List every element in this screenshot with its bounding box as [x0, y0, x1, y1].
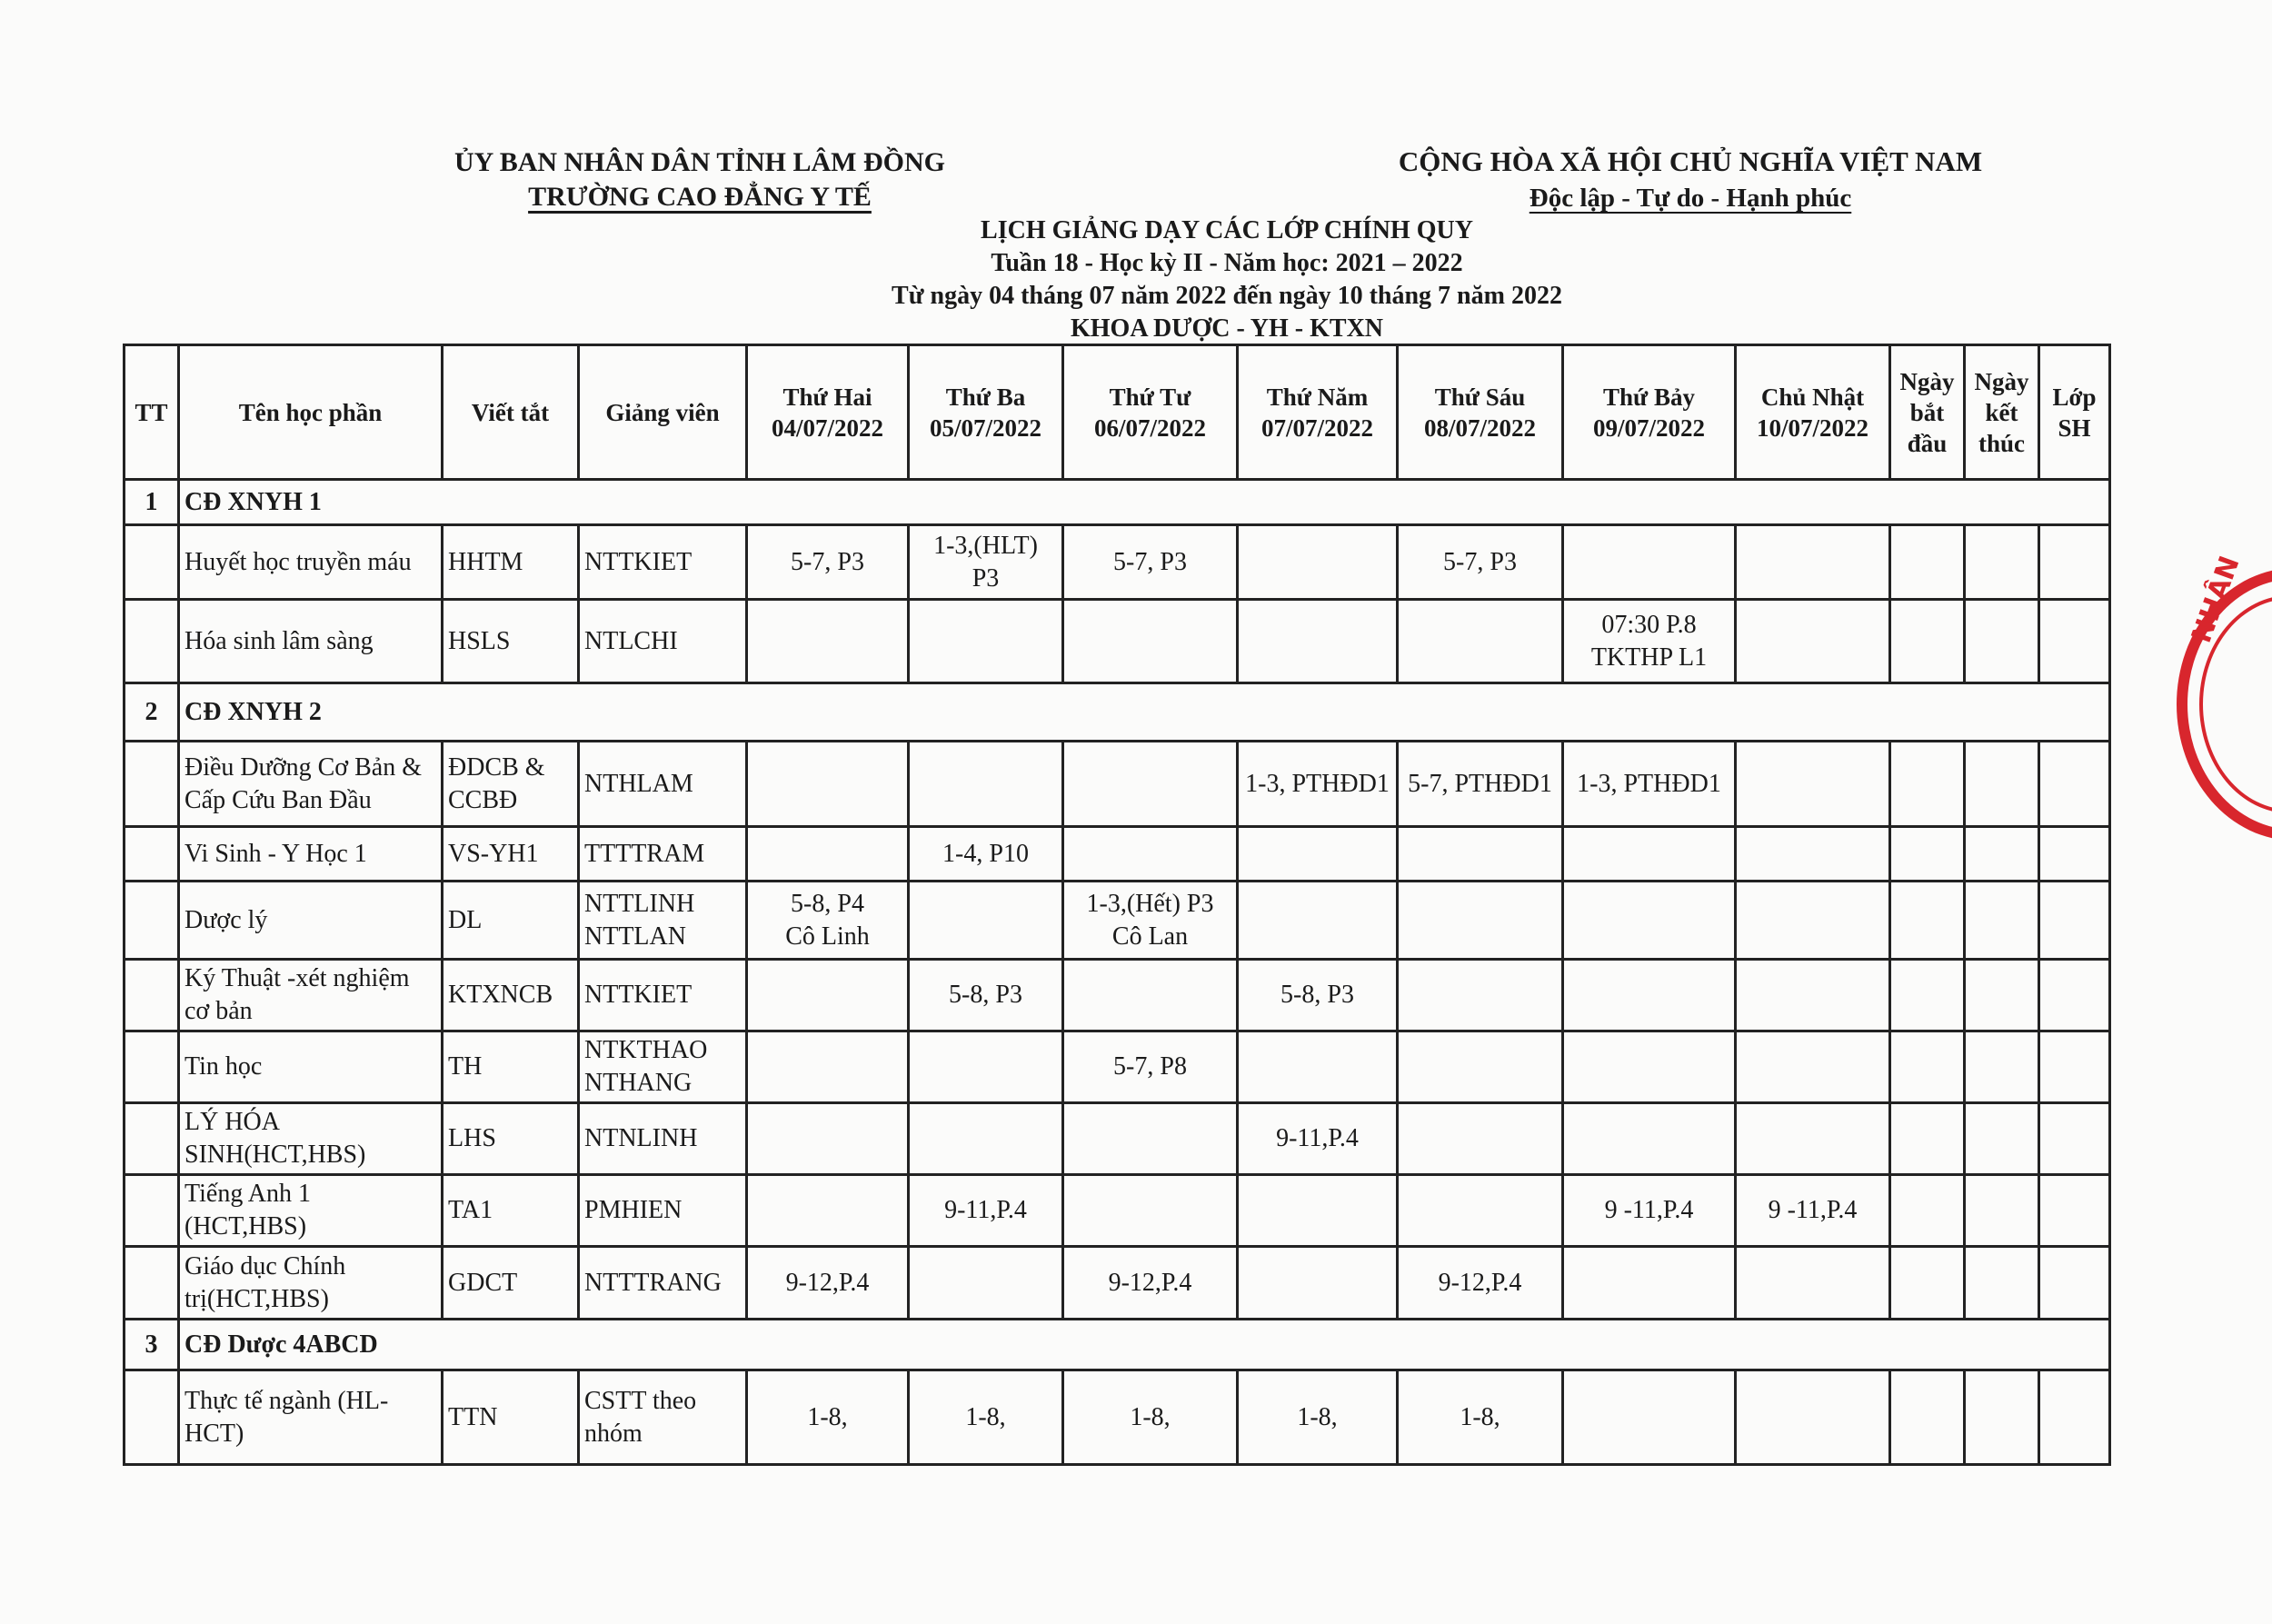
- header-date-label: 05/07/2022: [929, 413, 1041, 442]
- schedule-cell-wed: [1063, 882, 1238, 960]
- header-day-label: Thứ Ba: [945, 383, 1026, 411]
- schedule-cell-wed-line: 9-12,P.4: [1108, 1268, 1192, 1297]
- schedule-cell-fri-line: 1-8,: [1460, 1402, 1500, 1431]
- table-row: [125, 1370, 2110, 1465]
- schedule-cell-wed-line: 1-8,: [1130, 1402, 1171, 1431]
- schedule-cell-mon-line: 5-8, P4: [791, 889, 864, 918]
- schedule-cell-tue: [909, 742, 1063, 827]
- schedule-cell-thu-line: 9-11,P.4: [1276, 1124, 1359, 1152]
- schedule-cell-fri-line: 5-7, P3: [1443, 547, 1517, 576]
- schedule-cell-tue-line: 9-11,P.4: [944, 1196, 1027, 1224]
- header-day-label: Thứ Sáu: [1434, 383, 1526, 411]
- row-number-cell: [125, 1103, 179, 1175]
- start-date-cell: [1890, 742, 1965, 827]
- table-row: [125, 1175, 2110, 1247]
- schedule-cell-tue: [909, 1175, 1063, 1247]
- official-seal-text: NHÂN: [2186, 552, 2247, 647]
- schedule-cell-mon: [747, 1103, 909, 1175]
- header-word: thúc: [1978, 429, 2025, 457]
- schedule-cell-sat: [1563, 1031, 1736, 1103]
- schedule-cell-mon: [747, 1031, 909, 1103]
- abbr-cell: [443, 827, 579, 882]
- abbr-cell: [443, 1031, 579, 1103]
- schedule-cell-sat: [1563, 1103, 1736, 1175]
- schedule-cell-sun: [1736, 827, 1890, 882]
- lecturer-cell-line: NTTTRANG: [584, 1268, 722, 1297]
- lecturer-cell-line: NTTKIET: [584, 547, 693, 576]
- schedule-cell-thu-line: 5-8, P3: [1280, 981, 1354, 1009]
- row-number-cell: [125, 525, 179, 600]
- header-date-label: 09/07/2022: [1592, 413, 1705, 442]
- schedule-cell-tue-line: 5-8, P3: [949, 981, 1022, 1009]
- homeroom-cell: [2039, 1370, 2110, 1465]
- schedule-cell-tue-line: 1-4, P10: [942, 839, 1029, 868]
- header-end-date: [1965, 345, 2039, 480]
- schedule-cell-sun: [1736, 1103, 1890, 1175]
- abbr-cell-line: VS-YH1: [448, 839, 539, 868]
- subject-cell-line: HCT): [184, 1419, 244, 1448]
- subject-cell-line: (HCT,HBS): [184, 1212, 307, 1240]
- header-day-label: Chủ Nhật: [1760, 383, 1865, 411]
- abbr-cell: [443, 742, 579, 827]
- schedule-cell-thu: [1238, 1031, 1398, 1103]
- lecturer-cell-line: NTTLINH: [584, 889, 695, 918]
- lecturer-cell-line: PMHIEN: [584, 1196, 683, 1224]
- schedule-cell-sat-line: 07:30 P.8: [1601, 610, 1697, 639]
- start-date-cell: [1890, 525, 1965, 600]
- schedule-cell-sat: [1563, 742, 1736, 827]
- subject-cell: [179, 1370, 443, 1465]
- document-subtitle-faculty: KHOA DƯỢC - YH - KTXN: [1070, 314, 1384, 343]
- schedule-cell-sun: [1736, 1370, 1890, 1465]
- schedule-cell-wed: [1063, 1370, 1238, 1465]
- homeroom-cell: [2039, 960, 2110, 1031]
- header-date-label: 07/07/2022: [1261, 413, 1373, 442]
- homeroom-cell: [2039, 827, 2110, 882]
- abbr-cell-line: TH: [448, 1052, 483, 1081]
- row-number-cell: [125, 1175, 179, 1247]
- abbr-cell: [443, 1370, 579, 1465]
- header-wednesday: [1063, 345, 1238, 480]
- table-row: [125, 960, 2110, 1031]
- abbr-cell: [443, 600, 579, 683]
- schedule-cell-fri: [1398, 742, 1563, 827]
- table-row: [125, 882, 2110, 960]
- schedule-cell-wed-line: 5-7, P8: [1113, 1052, 1187, 1081]
- document-subtitle-dates: Từ ngày 04 tháng 07 năm 2022 đến ngày 10 tháng 7 năm 2022: [892, 282, 1562, 310]
- schedule-cell-sat-line: 1-3, PTHĐD1: [1577, 769, 1721, 798]
- issuer-block: [382, 145, 1018, 214]
- group-row: [125, 1320, 2110, 1370]
- schedule-cell-tue: [909, 960, 1063, 1031]
- end-date-cell: [1965, 600, 2039, 683]
- schedule-cell-fri: [1398, 882, 1563, 960]
- start-date-cell: [1890, 1103, 1965, 1175]
- header-word: Ngày: [1899, 367, 1955, 395]
- subject-cell-line: Dược lý: [184, 905, 268, 934]
- schedule-cell-thu: [1238, 600, 1398, 683]
- lecturer-cell-line: NTKTHAO: [584, 1036, 708, 1064]
- schedule-cell-fri-line: 9-12,P.4: [1438, 1268, 1522, 1297]
- abbr-cell: [443, 960, 579, 1031]
- homeroom-cell: [2039, 525, 2110, 600]
- lecturer-cell-line: NTHLAM: [584, 769, 693, 798]
- schedule-cell-wed: [1063, 960, 1238, 1031]
- schedule-cell-mon-line: 5-7, P3: [791, 547, 864, 576]
- subject-cell-line: Hóa sinh lâm sàng: [184, 626, 374, 655]
- header-friday: [1398, 345, 1563, 480]
- schedule-cell-wed-line: 1-3,(Hết) P3: [1086, 889, 1214, 918]
- group-number: 1: [125, 480, 179, 525]
- group-name: CĐ XNYH 1: [179, 480, 2110, 525]
- schedule-cell-mon: [747, 742, 909, 827]
- header-date-label: 06/07/2022: [1093, 413, 1206, 442]
- end-date-cell: [1965, 1247, 2039, 1320]
- header-start-date: [1890, 345, 1965, 480]
- schedule-cell-thu-line: 1-8,: [1297, 1402, 1338, 1431]
- header-date-label: 04/07/2022: [771, 413, 883, 442]
- schedule-cell-mon: [747, 882, 909, 960]
- schedule-cell-sun: [1736, 742, 1890, 827]
- schedule-cell-thu: [1238, 1175, 1398, 1247]
- group-number: 3: [125, 1320, 179, 1370]
- homeroom-cell: [2039, 1031, 2110, 1103]
- schedule-cell-sun-line: 9 -11,P.4: [1768, 1196, 1858, 1224]
- header-word: Ngày: [1974, 367, 2029, 395]
- header-saturday: [1563, 345, 1736, 480]
- subject-cell-line: trị(HCT,HBS): [184, 1284, 329, 1313]
- subject-cell: [179, 1031, 443, 1103]
- row-number-cell: [125, 882, 179, 960]
- start-date-cell: [1890, 1370, 1965, 1465]
- abbr-cell-line: GDCT: [448, 1268, 518, 1297]
- schedule-cell-mon-line: 9-12,P.4: [785, 1268, 870, 1297]
- schedule-cell-sat: [1563, 882, 1736, 960]
- header-day-label: Thứ Năm: [1266, 383, 1369, 411]
- table-row: [125, 742, 2110, 827]
- header-word: kết: [1985, 398, 2018, 426]
- subject-cell: [179, 960, 443, 1031]
- schedule-cell-sun: [1736, 1031, 1890, 1103]
- abbr-cell-line: CCBĐ: [448, 785, 518, 814]
- schedule-cell-tue: [909, 525, 1063, 600]
- header-word: bắt: [1909, 398, 1945, 426]
- header-tt: TT: [125, 345, 179, 480]
- homeroom-cell: [2039, 1103, 2110, 1175]
- homeroom-cell: [2039, 742, 2110, 827]
- schedule-cell-tue: [909, 827, 1063, 882]
- end-date-cell: [1965, 827, 2039, 882]
- schedule-cell-tue: [909, 882, 1063, 960]
- lecturer-cell: [579, 1031, 747, 1103]
- subject-cell: [179, 525, 443, 600]
- schedule-cell-tue: [909, 1031, 1063, 1103]
- national-motto-block: [1363, 144, 2018, 216]
- schedule-cell-tue-line: P3: [972, 563, 1000, 593]
- document-subtitle-week: Tuần 18 - Học kỳ II - Năm học: 2021 – 2022: [991, 249, 1463, 277]
- table-row: [125, 1031, 2110, 1103]
- homeroom-cell: [2039, 1247, 2110, 1320]
- lecturer-cell: [579, 1103, 747, 1175]
- schedule-cell-wed: [1063, 1031, 1238, 1103]
- abbr-cell: [443, 882, 579, 960]
- table-row: [125, 600, 2110, 683]
- abbr-cell-line: HSLS: [448, 626, 511, 655]
- header-word: SH: [2058, 413, 2091, 442]
- schedule-cell-thu: [1238, 1247, 1398, 1320]
- lecturer-cell: [579, 827, 747, 882]
- group-row: [125, 480, 2110, 525]
- abbr-cell-line: DL: [448, 905, 483, 934]
- lecturer-cell-line: TTTTRAM: [584, 839, 705, 868]
- national-motto: Độc lập - Tự do - Hạnh phúc: [1529, 184, 1852, 213]
- schedule-cell-thu: [1238, 827, 1398, 882]
- schedule-cell-sun: [1736, 1247, 1890, 1320]
- row-number-cell: [125, 1247, 179, 1320]
- schedule-table: [123, 344, 2111, 1466]
- group-name: CĐ XNYH 2: [179, 683, 2110, 742]
- schedule-cell-thu: [1238, 742, 1398, 827]
- schedule-cell-wed: [1063, 1175, 1238, 1247]
- header-word: đầu: [1907, 429, 1948, 457]
- lecturer-cell-line: NTTKIET: [584, 981, 693, 1009]
- schedule-cell-wed-line: 5-7, P3: [1113, 547, 1187, 576]
- end-date-cell: [1965, 1370, 2039, 1465]
- subject-cell: [179, 1247, 443, 1320]
- subject-cell-line: Tin học: [184, 1052, 263, 1081]
- schedule-cell-fri: [1398, 1175, 1563, 1247]
- end-date-cell: [1965, 742, 2039, 827]
- subject-cell-line: Tiếng Anh 1: [184, 1180, 312, 1208]
- document-title: LỊCH GIẢNG DẠY CÁC LỚP CHÍNH QUY: [981, 216, 1473, 244]
- end-date-cell: [1965, 960, 2039, 1031]
- national-name: CỘNG HÒA XÃ HỘI CHỦ NGHĨA VIỆT NAM: [1398, 145, 1983, 177]
- schedule-cell-thu: [1238, 525, 1398, 600]
- header-monday: [747, 345, 909, 480]
- schedule-cell-tue: [909, 1370, 1063, 1465]
- abbr-cell-line: LHS: [448, 1124, 496, 1152]
- subject-cell: [179, 742, 443, 827]
- schedule-cell-mon: [747, 525, 909, 600]
- lecturer-cell: [579, 600, 747, 683]
- schedule-cell-sat: [1563, 1247, 1736, 1320]
- lecturer-cell: [579, 960, 747, 1031]
- start-date-cell: [1890, 827, 1965, 882]
- schedule-cell-thu-line: 1-3, PTHĐD1: [1245, 769, 1390, 798]
- schedule-cell-mon: [747, 827, 909, 882]
- homeroom-cell: [2039, 882, 2110, 960]
- schedule-cell-mon: [747, 600, 909, 683]
- schedule-cell-mon-line: Cô Linh: [785, 922, 870, 951]
- header-word: Lớp: [2052, 383, 2097, 411]
- lecturer-cell-line: NTTLAN: [584, 922, 686, 951]
- schedule-cell-sun: [1736, 882, 1890, 960]
- document-title-block: [636, 214, 1818, 345]
- schedule-cell-fri: [1398, 827, 1563, 882]
- schedule-cell-sat: [1563, 960, 1736, 1031]
- schedule-cell-wed-line: Cô Lan: [1111, 922, 1189, 951]
- table-header-row: [125, 345, 2110, 480]
- lecturer-cell: [579, 525, 747, 600]
- header-date-label: 08/07/2022: [1423, 413, 1536, 442]
- group-row: [125, 683, 2110, 742]
- header-sunday: [1736, 345, 1890, 480]
- row-number-cell: [125, 1370, 179, 1465]
- abbr-cell-line: ĐDCB &: [448, 752, 545, 782]
- schedule-cell-sat: [1563, 525, 1736, 600]
- subject-cell: [179, 1103, 443, 1175]
- row-number-cell: [125, 960, 179, 1031]
- subject-cell: [179, 827, 443, 882]
- schedule-cell-wed: [1063, 742, 1238, 827]
- lecturer-cell-line: CSTT theo: [584, 1386, 697, 1415]
- lecturer-cell-line: NTLCHI: [584, 626, 678, 655]
- header-lecturer: Giảng viên: [579, 345, 747, 480]
- schedule-cell-sun: [1736, 960, 1890, 1031]
- table-row: [125, 1247, 2110, 1320]
- header-day-label: Thứ Bảy: [1603, 383, 1695, 411]
- schedule-cell-sun: [1736, 600, 1890, 683]
- group-name: CĐ Dược 4ABCD: [179, 1320, 2110, 1370]
- header-tuesday: [909, 345, 1063, 480]
- schedule-cell-fri: [1398, 1031, 1563, 1103]
- schedule-cell-wed: [1063, 600, 1238, 683]
- schedule-cell-fri: [1398, 525, 1563, 600]
- schedule-cell-fri: [1398, 960, 1563, 1031]
- row-number-cell: [125, 1031, 179, 1103]
- header-subject: Tên học phần: [179, 345, 443, 480]
- schedule-cell-thu: [1238, 960, 1398, 1031]
- schedule-cell-tue: [909, 600, 1063, 683]
- subject-cell-line: SINH(HCT,HBS): [184, 1141, 366, 1169]
- header-abbr: Viết tắt: [443, 345, 579, 480]
- abbr-cell: [443, 1175, 579, 1247]
- schedule-cell-thu: [1238, 1370, 1398, 1465]
- schedule-cell-wed: [1063, 1103, 1238, 1175]
- schedule-cell-mon: [747, 1370, 909, 1465]
- schedule-cell-tue: [909, 1247, 1063, 1320]
- table-row: [125, 827, 2110, 882]
- end-date-cell: [1965, 1103, 2039, 1175]
- subject-cell-line: Vi Sinh - Y Học 1: [184, 839, 367, 868]
- end-date-cell: [1965, 882, 2039, 960]
- abbr-cell-line: TTN: [448, 1402, 498, 1431]
- subject-cell: [179, 600, 443, 683]
- row-number-cell: [125, 827, 179, 882]
- lecturer-cell-line: NTHANG: [584, 1069, 693, 1097]
- subject-cell-line: Giáo dục Chính: [184, 1251, 346, 1280]
- schedule-cell-sat: [1563, 1175, 1736, 1247]
- homeroom-cell: [2039, 1175, 2110, 1247]
- subject-cell-line: Huyết học truyền máu: [184, 547, 412, 576]
- end-date-cell: [1965, 525, 2039, 600]
- subject-cell-line: Cấp Cứu Ban Đầu: [184, 785, 372, 814]
- subject-cell: [179, 882, 443, 960]
- start-date-cell: [1890, 600, 1965, 683]
- row-number-cell: [125, 600, 179, 683]
- group-number: 2: [125, 683, 179, 742]
- abbr-cell: [443, 1103, 579, 1175]
- abbr-cell: [443, 1247, 579, 1320]
- header-thursday: [1238, 345, 1398, 480]
- schedule-cell-sat-line: TKTHP L1: [1590, 643, 1708, 672]
- issuer-line-1: ỦY BAN NHÂN DÂN TỈNH LÂM ĐỒNG: [453, 147, 945, 177]
- schedule-cell-fri: [1398, 600, 1563, 683]
- table-row: [125, 1103, 2110, 1175]
- abbr-cell-line: TA1: [448, 1196, 493, 1224]
- schedule-cell-sun: [1736, 525, 1890, 600]
- schedule-cell-thu: [1238, 882, 1398, 960]
- issuer-line-2: TRƯỜNG CAO ĐẲNG Y TẾ: [528, 182, 872, 212]
- table-row: [125, 525, 2110, 600]
- start-date-cell: [1890, 960, 1965, 1031]
- end-date-cell: [1965, 1031, 2039, 1103]
- start-date-cell: [1890, 1175, 1965, 1247]
- schedule-cell-wed: [1063, 1247, 1238, 1320]
- lecturer-cell: [579, 1175, 747, 1247]
- lecturer-cell: [579, 1247, 747, 1320]
- schedule-cell-fri-line: 5-7, PTHĐD1: [1408, 769, 1552, 798]
- schedule-cell-tue: [909, 1103, 1063, 1175]
- schedule-cell-sat: [1563, 1370, 1736, 1465]
- lecturer-cell: [579, 742, 747, 827]
- header-date-label: 10/07/2022: [1756, 413, 1868, 442]
- schedule-cell-mon: [747, 1247, 909, 1320]
- schedule-cell-tue-line: 1-3,(HLT): [933, 531, 1038, 560]
- homeroom-cell: [2039, 600, 2110, 683]
- schedule-cell-sat: [1563, 827, 1736, 882]
- start-date-cell: [1890, 1247, 1965, 1320]
- schedule-cell-mon: [747, 960, 909, 1031]
- lecturer-cell: [579, 1370, 747, 1465]
- subject-cell-line: LÝ HÓA: [184, 1108, 280, 1136]
- lecturer-cell-line: NTNLINH: [584, 1124, 698, 1152]
- start-date-cell: [1890, 1031, 1965, 1103]
- subject-cell-line: Điều Dưỡng Cơ Bản &: [184, 752, 422, 782]
- abbr-cell-line: KTXNCB: [448, 981, 553, 1009]
- subject-cell-line: cơ bản: [184, 997, 253, 1025]
- schedule-cell-fri: [1398, 1370, 1563, 1465]
- header-day-label: Thứ Hai: [782, 383, 872, 411]
- subject-cell: [179, 1175, 443, 1247]
- subject-cell-line: Ký Thuật -xét nghiệm: [184, 964, 410, 992]
- schedule-cell-tue-line: 1-8,: [965, 1402, 1006, 1431]
- end-date-cell: [1965, 1175, 2039, 1247]
- schedule-cell-sat-line: 9 -11,P.4: [1604, 1196, 1694, 1224]
- schedule-cell-fri: [1398, 1247, 1563, 1320]
- schedule-cell-wed: [1063, 525, 1238, 600]
- schedule-cell-fri: [1398, 1103, 1563, 1175]
- lecturer-cell: [579, 882, 747, 960]
- schedule-cell-wed: [1063, 827, 1238, 882]
- schedule-cell-thu: [1238, 1103, 1398, 1175]
- header-homeroom: [2039, 345, 2110, 480]
- schedule-cell-mon: [747, 1175, 909, 1247]
- schedule-cell-mon-line: 1-8,: [807, 1402, 848, 1431]
- schedule-cell-sun: [1736, 1175, 1890, 1247]
- abbr-cell: [443, 525, 579, 600]
- row-number-cell: [125, 742, 179, 827]
- schedule-cell-sat: [1563, 600, 1736, 683]
- start-date-cell: [1890, 882, 1965, 960]
- abbr-cell-line: HHTM: [448, 547, 523, 576]
- header-day-label: Thứ Tư: [1109, 383, 1191, 411]
- subject-cell-line: Thực tế ngành (HL-: [184, 1386, 389, 1415]
- lecturer-cell-line: nhóm: [584, 1419, 643, 1448]
